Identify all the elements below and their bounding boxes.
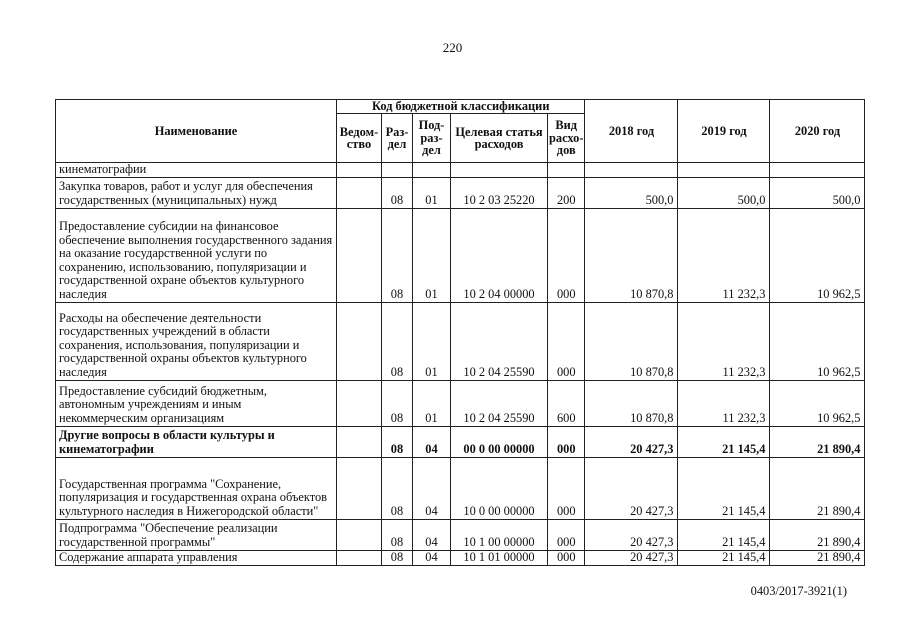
cell-razdel: 08 [382,550,413,565]
header-2019: 2019 год [678,100,770,163]
cell-vid: 600 [548,380,585,426]
cell-tselevaya: 10 2 03 25220 [451,177,548,208]
table-row [56,550,865,565]
header-2020: 2020 год [770,100,865,163]
row-name: Подпрограмма "Обеспечение реализации государственной программы" [56,519,337,550]
cell-2018: 500,0 [585,177,678,208]
row-name: Расходы на обеспечение деятельности государственных учреждений в области сохранения, использования, популяризации и государственной охраны объектов культурного наследия [56,302,337,380]
cell-2019: 21 145,4 [678,519,770,550]
cell-razdel: 08 [382,519,413,550]
cell-2018: 10 870,8 [585,302,678,380]
cell-2019: 21 145,4 [678,457,770,519]
cell-2018: 10 870,8 [585,208,678,302]
cell-vedomstvo [337,457,382,519]
cell-2020: 10 962,5 [770,208,865,302]
cell-2019: 11 232,3 [678,302,770,380]
cell-podrazdel: 01 [413,208,451,302]
budget-table [55,99,865,566]
header-code-group: Код бюджетной классификации [337,100,585,114]
cell-tselevaya: 10 2 04 00000 [451,208,548,302]
cell-vid: 000 [548,550,585,565]
table-row [56,163,865,178]
cell-tselevaya: 10 0 00 00000 [451,457,548,519]
cell-podrazdel: 01 [413,302,451,380]
cell-razdel: 08 [382,426,413,457]
cell-razdel: 08 [382,302,413,380]
cell-vid [548,163,585,178]
table-row [56,519,865,550]
cell-2019: 11 232,3 [678,380,770,426]
cell-podrazdel: 04 [413,426,451,457]
cell-tselevaya [451,163,548,178]
cell-vid: 000 [548,457,585,519]
page-number: 220 [442,40,463,55]
header-podrazdel: Под-раз-дел [413,114,451,163]
header-vedomstvo: Ведом-ство [337,114,382,163]
cell-2019: 21 145,4 [678,550,770,565]
header-razdel: Раз-дел [382,114,413,163]
document-code: 0403/2017-3921(1) [750,584,847,598]
row-name: Другие вопросы в области культуры и кинематографии [56,426,337,457]
cell-2019: 21 145,4 [678,426,770,457]
row-name: Содержание аппарата управления [56,550,337,565]
cell-podrazdel: 01 [413,380,451,426]
cell-razdel: 08 [382,177,413,208]
cell-2019: 11 232,3 [678,208,770,302]
cell-razdel: 08 [382,380,413,426]
cell-vedomstvo [337,177,382,208]
cell-razdel: 08 [382,208,413,302]
cell-vid: 000 [548,208,585,302]
cell-2018: 20 427,3 [585,426,678,457]
cell-podrazdel: 04 [413,550,451,565]
cell-tselevaya: 10 1 00 00000 [451,519,548,550]
cell-podrazdel: 04 [413,457,451,519]
cell-2018: 10 870,8 [585,380,678,426]
row-name: Государственная программа "Сохранение, популяризация и государственная охрана объектов культурного наследия в Нижегородской области" [56,457,337,519]
table-row [56,426,865,457]
cell-2018 [585,163,678,178]
table-row [56,177,865,208]
cell-tselevaya: 10 2 04 25590 [451,302,548,380]
header-vid-raskhodov: Вид расхо-дов [548,114,585,163]
cell-2020: 21 890,4 [770,550,865,565]
cell-tselevaya: 10 1 01 00000 [451,550,548,565]
table-row [56,302,865,380]
cell-podrazdel [413,163,451,178]
header-name: Наименование [56,100,337,163]
cell-tselevaya: 10 2 04 25590 [451,380,548,426]
cell-vedomstvo [337,208,382,302]
cell-2020: 21 890,4 [770,457,865,519]
cell-vedomstvo [337,302,382,380]
row-name: кинематографии [56,163,337,178]
cell-vid: 200 [548,177,585,208]
cell-vid: 000 [548,302,585,380]
cell-2018: 20 427,3 [585,550,678,565]
cell-2019: 500,0 [678,177,770,208]
table-row [56,380,865,426]
cell-vedomstvo [337,550,382,565]
cell-razdel: 08 [382,457,413,519]
row-name: Предоставление субсидии на финансовое обеспечение выполнения государственного задания на оказание государственной услуги по сохранению, использованию, популяризации и государственной охране объектов культурного наследия [56,208,337,302]
table-row [56,208,865,302]
cell-podrazdel: 01 [413,177,451,208]
row-name: Закупка товаров, работ и услуг для обеспечения государственных (муниципальных) нужд [56,177,337,208]
cell-vid: 000 [548,519,585,550]
cell-2018: 20 427,3 [585,457,678,519]
cell-2019 [678,163,770,178]
cell-2020: 21 890,4 [770,519,865,550]
cell-2020: 21 890,4 [770,426,865,457]
row-name: Предоставление субсидий бюджетным, автономным учреждениям и иным некоммерческим организациям [56,380,337,426]
cell-vedomstvo [337,380,382,426]
cell-podrazdel: 04 [413,519,451,550]
cell-vedomstvo [337,426,382,457]
cell-2020 [770,163,865,178]
cell-vedomstvo [337,163,382,178]
cell-vedomstvo [337,519,382,550]
cell-vid: 000 [548,426,585,457]
cell-tselevaya: 00 0 00 00000 [451,426,548,457]
cell-2020: 500,0 [770,177,865,208]
cell-razdel [382,163,413,178]
table-row [56,457,865,519]
cell-2020: 10 962,5 [770,302,865,380]
cell-2018: 20 427,3 [585,519,678,550]
header-tselevaya-statya: Целевая статья расходов [451,114,548,163]
cell-2020: 10 962,5 [770,380,865,426]
header-2018: 2018 год [585,100,678,163]
